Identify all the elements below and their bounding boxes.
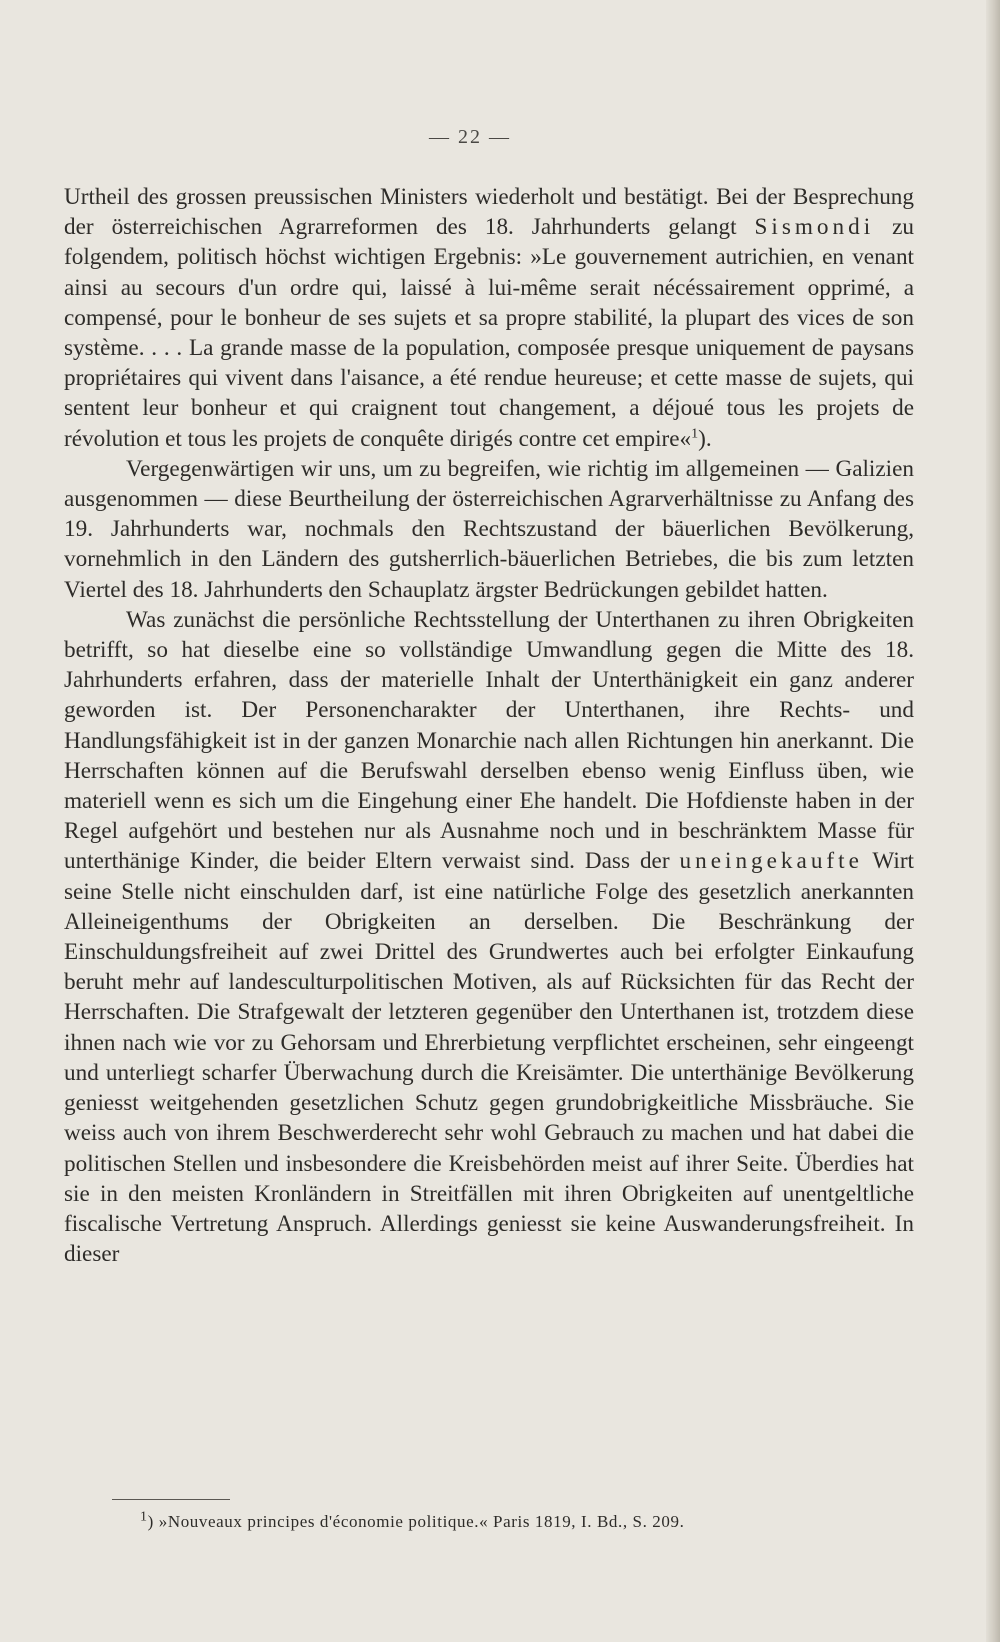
footnote-divider [112, 1499, 230, 1500]
paragraph-2: Vergegenwärtigen wir uns, um zu begreifen, wie richtig im allgemeinen — Galizien ausgenommen — diese Beurtheilung der österreichischen Agrarverhältnisse zu Anfang des 19. Jahrhunderts war, nochmals den Rechtszustand der bäuerlichen Bevölkerung, vornehmlich in den Ländern des gutsherrlich-bäuerlichen Betriebes, die bis zum letzten Viertel des 18. Jahrhunderts den Schauplatz ärgster Bedrückungen gebildet hatten. [64, 455, 914, 603]
footnote-text: »Nouveaux principes d'économie politique.« Paris 1819, I. Bd., S. 209. [158, 1512, 685, 1531]
paragraph-1: Urtheil des grossen preussischen Ministers wiederholt und bestätigt. Bei der Besprechung der österreichischen Agrarreformen des 18. Jahrhunderts gelangt Sismondi zu folgendem, politisch höchst wichtigen Ergebnis: »Le gouvernement autrichien, en venant ainsi au secours d'un ordre qui, laissé à lui-même serait nécéssairement opprimé, a compensé, pour le bonheur de ses sujets et sa propre stabilité, la plupart des vices de son système. . . . La grande masse de la population, composée presque uniquement de paysans propriétaires qui vivent dans l'aisance, a été rendue heureuse; et cette masse de sujets, qui sentent leur bonheur et qui craignent tout changement, a déjoué tous les projets de révolution et tous les projets de conquête dirigés contre cet empire«$^1$). [64, 184, 915, 452]
footnote-reference: 1 [691, 425, 699, 441]
page-number: — 22 — [429, 126, 511, 148]
emphasis-spaced: uneingekaufte [679, 848, 863, 875]
footnote-marker: 1 [140, 1509, 148, 1525]
body-text [64, 182, 914, 1269]
page-edge-shadow [986, 0, 1000, 1642]
author-name-spaced: Sismondi [754, 214, 875, 241]
footnote: $^1$) »Nouveaux principes d'économie politique.« Paris 1819, I. Bd., S. 209. [140, 1509, 685, 1531]
paragraph-3: Was zunächst die persönliche Rechtsstellung der Unterthanen zu ihren Obrigkeiten betrifft, so hat dieselbe eine so vollständige Umwandlung gegen die Mitte des 18. Jahrhunderts erfahren, dass der materielle Inhalt der Unterthänigkeit ein ganz anderer geworden ist. Der Personencharakter der Unterthanen, ihre Rechts- und Handlungsfähigkeit ist in der ganzen Monarchie nach allen Richtungen hin anerkannt. Die Herrschaften können auf die Berufswahl derselben ebenso wenig Einfluss üben, wie materiell wenn es sich um die Eingehung einer Ehe handelt. Die Hofdienste haben in der Regel aufgehört und bestehen nur als Ausnahme noch und in beschränktem Masse für unterthänige Kinder, die beider Eltern verwaist sind. Dass der uneingekaufte Wirt seine Stelle nicht einschulden darf, ist eine natürliche Folge des gesetzlich anerkannten Alleineigenthums der Obrigkeiten an derselben. Die Beschränkung der Einschuldungsfreiheit auf zwei Drittel des Grundwertes auch bei erfolgter Einkaufung beruht mehr auf landesculturpolitischen Motiven, als auf Rücksichten für das Recht der Herrschaften. Die Strafgewalt der letzteren gegenüber den Unterthanen ist, trotzdem diese ihnen nach wie vor zu Gehorsam und Ehrerbietung verpflichtet erscheinen, sehr eingeengt und unterliegt scharfer Überwachung durch die Kreisämter. Die unterthänige Bevölkerung geniesst weitgehenden gesetzlichen Schutz gegen grundobrigkeitliche Missbräuche. Sie weiss auch von ihrem Beschwerderecht sehr wohl Gebrauch zu machen und hat dabei die politischen Stellen und insbesondere die Kreisbehörden meist auf ihrer Seite. Überdies hat sie in den meisten Kronländern in Streitfällen mit ihren Obrigkeiten auf unentgeltliche fiscalische Vertretung Anspruch. Allerdings geniesst sie keine Auswanderungsfreiheit. In dieser [64, 606, 914, 1268]
